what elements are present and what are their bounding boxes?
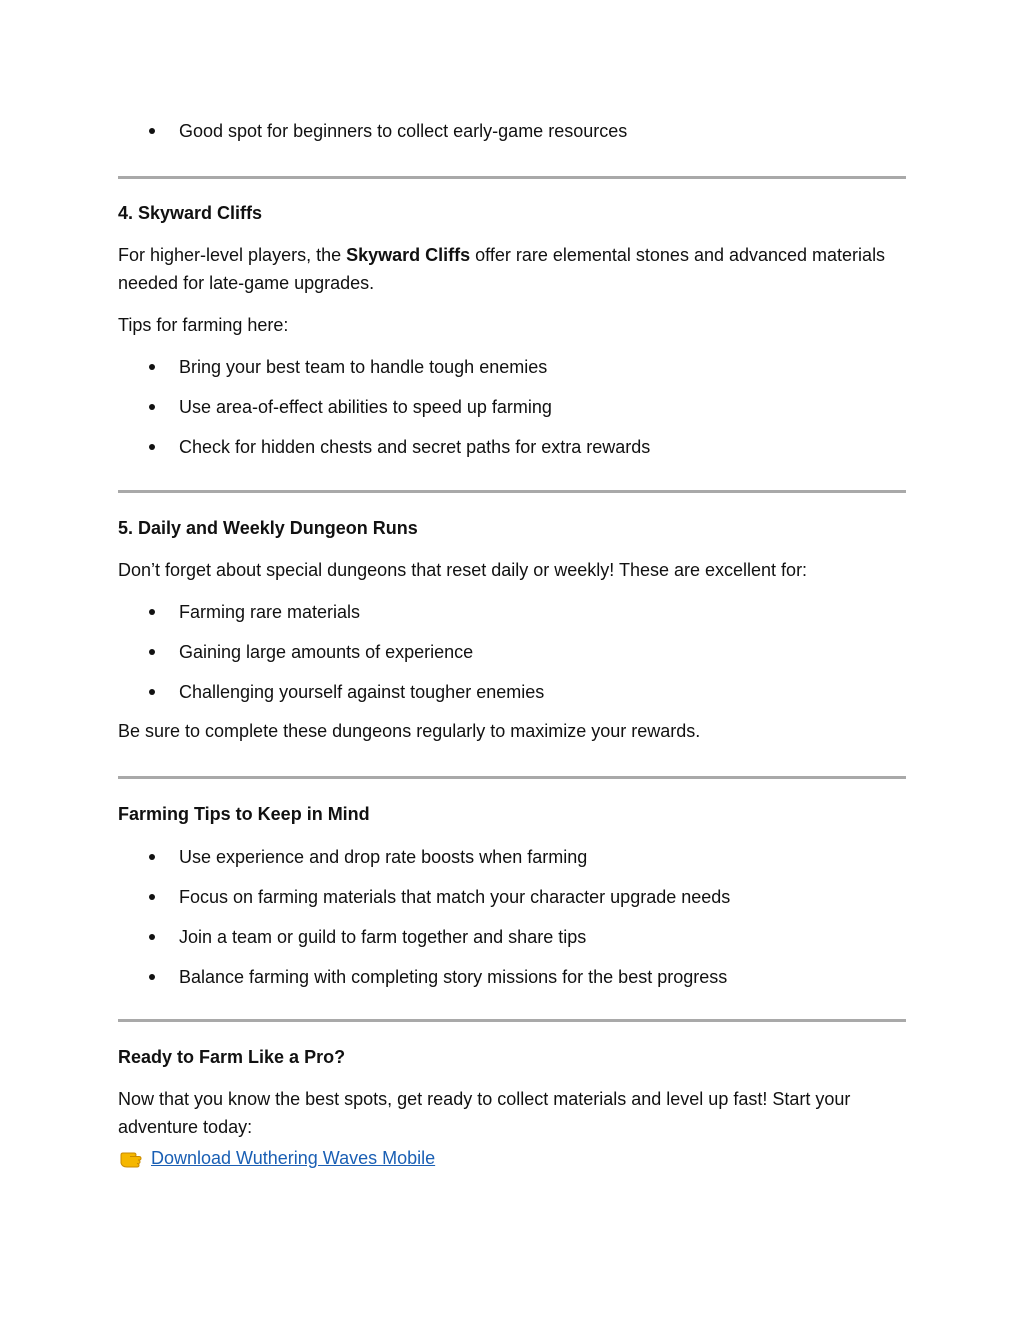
bullet-dot bbox=[149, 444, 155, 450]
bullet-dot bbox=[149, 689, 155, 695]
bullet-dot bbox=[149, 364, 155, 370]
download-link-wrapper bbox=[151, 1144, 435, 1172]
paragraph-line: needed for late-game upgrades. bbox=[118, 273, 375, 293]
paragraph-text: For higher-level players, the bbox=[118, 245, 347, 265]
section-heading: 5. Daily and Weekly Dungeon Runs bbox=[118, 518, 418, 538]
divider bbox=[118, 1019, 906, 1022]
list-item: Use experience and drop rate boosts when farming bbox=[179, 847, 588, 867]
download-link[interactable]: Download Wuthering Waves Mobile bbox=[151, 1148, 436, 1168]
list-item: Focus on farming materials that match your character upgrade needs bbox=[179, 887, 731, 907]
divider bbox=[118, 776, 906, 779]
paragraph-text: offer rare elemental stones and advanced materials bbox=[470, 245, 886, 265]
paragraph-bold-text: Skyward Cliffs bbox=[346, 245, 471, 265]
section-heading: 4. Skyward Cliffs bbox=[118, 203, 263, 223]
paragraph: Be sure to complete these dungeons regularly to maximize your rewards. bbox=[118, 721, 701, 741]
section-heading: Ready to Farm Like a Pro? bbox=[118, 1047, 346, 1067]
bullet-dot bbox=[149, 974, 155, 980]
list-item: Farming rare materials bbox=[179, 602, 361, 622]
list-item: Join a team or guild to farm together and share tips bbox=[179, 927, 587, 947]
bullet-dot bbox=[149, 854, 155, 860]
bullet-dot bbox=[149, 934, 155, 940]
list-item: Check for hidden chests and secret paths for extra rewards bbox=[179, 437, 651, 457]
section-heading: Farming Tips to Keep in Mind bbox=[118, 804, 370, 824]
list-item: Gaining large amounts of experience bbox=[179, 642, 474, 662]
divider bbox=[118, 176, 906, 179]
paragraph-line: Now that you know the best spots, get ready to collect materials and level up fast! Start your bbox=[118, 1089, 851, 1109]
bullet-dot bbox=[149, 404, 155, 410]
bullet-dot bbox=[149, 649, 155, 655]
paragraph: Don’t forget about special dungeons that reset daily or weekly! These are excellent for: bbox=[118, 560, 808, 580]
bullet-dot bbox=[149, 128, 155, 134]
list-item: Challenging yourself against tougher enemies bbox=[179, 682, 545, 702]
list-item: Use area-of-effect abilities to speed up farming bbox=[179, 397, 552, 417]
paragraph-line: adventure today: bbox=[118, 1117, 253, 1137]
list-item: Bring your best team to handle tough enemies bbox=[179, 357, 548, 377]
paragraph: Tips for farming here: bbox=[118, 315, 289, 335]
list-item: Good spot for beginners to collect early-game resources bbox=[179, 121, 628, 141]
bullet-dot bbox=[149, 894, 155, 900]
bullet-dot bbox=[149, 609, 155, 615]
list-item: Balance farming with completing story missions for the best progress bbox=[179, 967, 728, 987]
paragraph bbox=[118, 241, 885, 269]
pointing-hand-icon bbox=[119, 1146, 145, 1170]
divider bbox=[118, 490, 906, 493]
